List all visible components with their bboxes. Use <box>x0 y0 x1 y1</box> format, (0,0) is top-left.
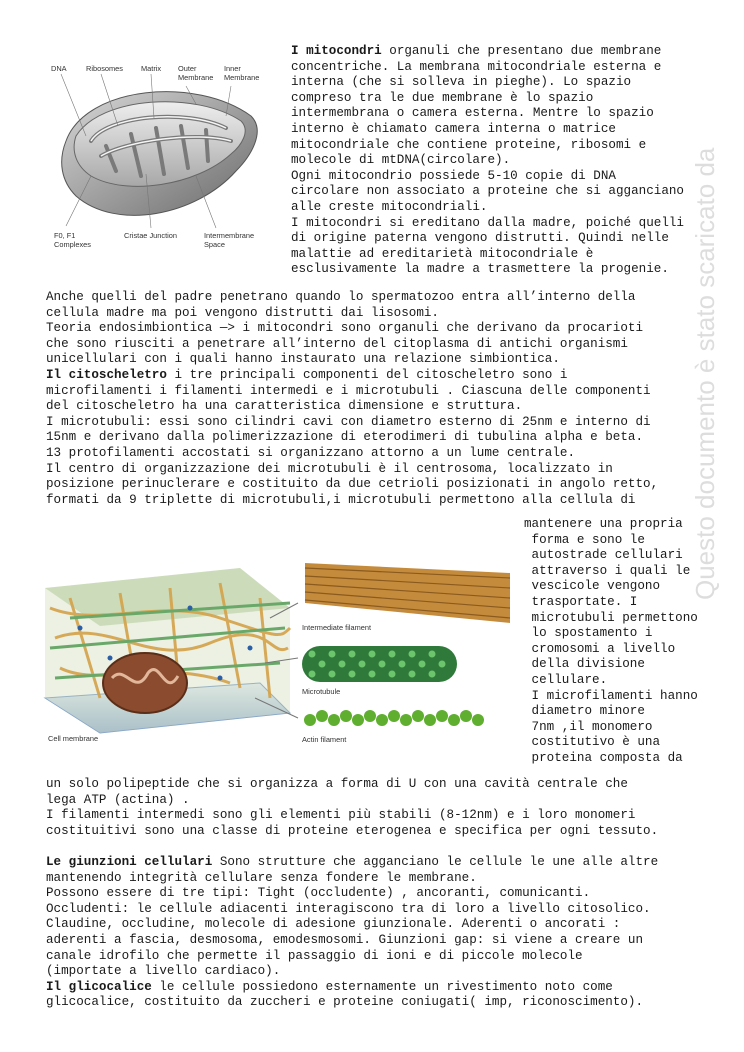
line-text: unicellulari con i quali hanno instaurato una relazione simbiontica. <box>46 352 560 367</box>
text-line <box>291 200 488 216</box>
text-line <box>46 384 651 400</box>
text-line <box>46 462 613 478</box>
line-text: Ogni mitocondrio possiede 5-10 copie di DNA <box>291 168 616 183</box>
bold-heading: Il glicocalice <box>46 979 152 994</box>
label-f0f1: F0, F1 <box>54 231 76 240</box>
text-line <box>291 169 616 185</box>
label-cell-membrane: Cell membrane <box>48 734 99 743</box>
line-text: Sono strutture che agganciano le cellule le une alle altre <box>212 855 659 869</box>
line-text: mitocondriale che contiene proteine, ribosomi e <box>291 137 647 152</box>
line-text: i tre principali componenti del citoscheletro sono i <box>166 368 568 382</box>
text-line: mantenere una propria <box>524 517 683 531</box>
bold-heading: Le giunzioni cellulari <box>46 855 213 869</box>
label-outer: Outer <box>178 64 197 73</box>
text-line <box>46 855 658 871</box>
text-line <box>46 477 658 493</box>
line-text: 13 protofilamenti accostati si organizzano attorno a un lume centrale. <box>46 446 576 460</box>
bold-heading: I mitocondri <box>291 44 382 58</box>
text-line: autostrade cellulari <box>524 548 683 563</box>
line-text: lega ATP (actina) . <box>46 792 190 807</box>
label-outer-membrane: Membrane <box>178 73 214 82</box>
label-microtubule: Microtubule <box>302 687 341 696</box>
line-text: I mitocondri si ereditano dalla madre, poiché quelli <box>291 215 684 230</box>
line-text: cellula madre ma poi vengono distrutti dai lisosomi. <box>46 305 439 320</box>
text-line <box>46 980 613 996</box>
text-line <box>291 106 654 122</box>
text-line: cromosomi a livello <box>524 641 676 656</box>
text-line <box>46 399 522 415</box>
text-line <box>46 933 643 949</box>
text-line <box>46 368 567 384</box>
line-text: I microtubuli: essi sono cilindri cavi con diametro esterno di 25nm e interno di <box>46 414 651 429</box>
text-line: costitutivo è una <box>524 735 661 750</box>
line-text: (importate a livello cardiaco). <box>46 964 281 979</box>
text-line <box>291 262 669 278</box>
line-text: molecole di mtDNA(circolare). <box>291 153 511 168</box>
text-line: lo spostamento i <box>524 626 653 641</box>
line-text: di origine paterna vengono distrutti. Quindi nelle <box>291 231 669 246</box>
mitochondrion-figure <box>46 46 274 256</box>
text-line: 7nm ,il monomero <box>524 719 653 734</box>
line-text: mantenendo integrità cellulare senza fondere le membrane. <box>46 870 477 885</box>
text-line <box>46 777 628 793</box>
label-matrix: Matrix <box>141 64 162 73</box>
text-line <box>46 808 635 824</box>
line-text: un solo polipeptide che si organizza a forma di U con una cavità centrale che <box>46 777 628 791</box>
text-line: microtubuli permettono <box>524 610 698 625</box>
text-line: della divisione <box>524 657 645 672</box>
label-cristae-junction: Cristae Junction <box>124 231 177 240</box>
text-line <box>46 871 477 887</box>
line-text: Claudine, occludine, molecole di adesione giunzionale. Aderenti o ancorati : <box>46 917 621 932</box>
watermark: Questo documento è stato scaricato da <box>690 147 720 600</box>
text-line <box>291 44 661 60</box>
line-text: concentriche. La membrana mitocondriale esterna e <box>291 59 662 74</box>
text-line <box>46 415 651 431</box>
text-line <box>291 75 631 91</box>
label-intermembrane: Intermembrane <box>204 231 255 240</box>
line-text: glicocalice, costituito da zuccheri e proteine coniugati( imp, riconoscimento). <box>46 995 644 1010</box>
text-line: forma e sono le <box>524 532 645 547</box>
text-line <box>291 91 593 107</box>
text-line <box>291 216 684 232</box>
line-text: malattie ad ereditarietà mitocondriale è <box>291 246 594 261</box>
line-text: Occludenti: le cellule adiacenti interagiscono tra di loro a livello citosolico. <box>46 901 651 916</box>
line-text: esclusivamente la madre a trasmettere la progenie. <box>291 262 669 277</box>
line-text: compreso tra le due membrane è lo spazio <box>291 90 594 105</box>
text-line <box>46 902 651 918</box>
line-text: formati da 9 triplette di microtubuli,i microtubuli permettono alla cellula di <box>46 492 636 507</box>
label-inner-membrane: Membrane <box>224 73 260 82</box>
label-complexes: Complexes <box>54 240 91 249</box>
line-text: intermembrana o camera esterna. Mentre lo spazio <box>291 106 654 121</box>
cytoskeleton-figure <box>40 548 520 748</box>
label-inner: Inner <box>224 64 241 73</box>
text-line <box>46 793 190 809</box>
text-line: trasportate. I <box>524 595 638 609</box>
text-line: proteina composta da <box>524 751 683 765</box>
line-text: alle creste mitocondriali. <box>291 200 488 214</box>
line-text: interna (che si solleva in pieghe). Lo spazio <box>291 75 632 90</box>
line-text: che sono riusciti a penetrare all’interno del citoplasma di antichi organismi <box>46 336 628 351</box>
line-text: circolare non associato a proteine che si agganciano <box>291 184 684 199</box>
line-text: Teoria endosimbiontica —> i mitocondri sono organuli che derivano da procarioti <box>46 321 644 336</box>
text-line <box>291 138 646 154</box>
label-intermediate-filament: Intermediate filament <box>302 623 372 632</box>
text-line <box>46 964 280 980</box>
text-line <box>291 122 616 138</box>
label-dna: DNA <box>51 64 67 73</box>
line-text: Il centro di organizzazione dei microtubuli è il centrosoma, localizzato in <box>46 461 613 476</box>
text-line <box>291 153 510 169</box>
line-text: le cellule possiedono esternamente un rivestimento noto come <box>151 979 613 994</box>
text-line: attraverso i quali le <box>524 563 691 578</box>
text-line <box>46 337 628 353</box>
text-line: I microfilamenti hanno <box>524 688 698 703</box>
text-line <box>291 247 593 263</box>
text-line <box>46 321 643 337</box>
line-text: Possono essere di tre tipi: Tight (occludente) , ancoranti, comunicanti. <box>46 886 591 901</box>
text-line <box>46 824 658 840</box>
text-line <box>46 290 635 306</box>
line-text: organuli che presentano due membrane <box>381 44 662 58</box>
text-line: cellulare. <box>524 673 608 687</box>
line-text: interno è chiamato camera interna o matrice <box>291 122 616 136</box>
text-line <box>46 995 643 1011</box>
line-text: costituitivi sono una classe di proteine eterogenea e specifica per ogni tessuto. <box>46 823 659 838</box>
line-text: 15nm e derivano dalla polimerizzazione di eterodimeri di tubulina alpha e beta. <box>46 430 644 445</box>
line-text: posizione perinuclerare e costituito da due cetrioli posizionati in angolo retto, <box>46 477 659 492</box>
line-text: I filamenti intermedi sono gli elementi più stabili (8-12nm) e i loro monomeri <box>46 808 636 823</box>
text-line: vescicole vengono <box>524 579 661 594</box>
line-text: canale idrofilo che permette il passaggio di ioni e di piccole molecole <box>46 948 583 963</box>
text-line <box>291 60 661 76</box>
text-line <box>46 886 590 902</box>
text-line <box>46 306 439 322</box>
text-line <box>46 949 583 965</box>
text-line <box>46 917 620 933</box>
line-text: microfilamenti i filamenti intermedi e i microtubuli . Ciascuna delle componenti <box>46 383 651 398</box>
label-actin-filament: Actin filament <box>302 735 347 744</box>
label-space: Space <box>204 240 225 249</box>
text-line <box>46 446 575 462</box>
bold-heading: Il citoscheletro <box>46 368 167 382</box>
label-ribosomes: Ribosomes <box>86 64 123 73</box>
text-line <box>46 493 635 509</box>
text-line <box>46 352 560 368</box>
text-line <box>291 231 669 247</box>
line-text: del citoscheletro ha una caratteristica dimensione e struttura. <box>46 399 523 414</box>
text-line <box>46 430 643 446</box>
line-text: aderenti a fascia, desmosoma, emodesmosomi. Giunzioni gap: si viene a creare un <box>46 933 644 947</box>
text-line: diametro minore <box>524 704 645 719</box>
line-text: Anche quelli del padre penetrano quando lo spermatozoo entra all’interno della <box>46 290 636 304</box>
text-line <box>291 184 684 200</box>
